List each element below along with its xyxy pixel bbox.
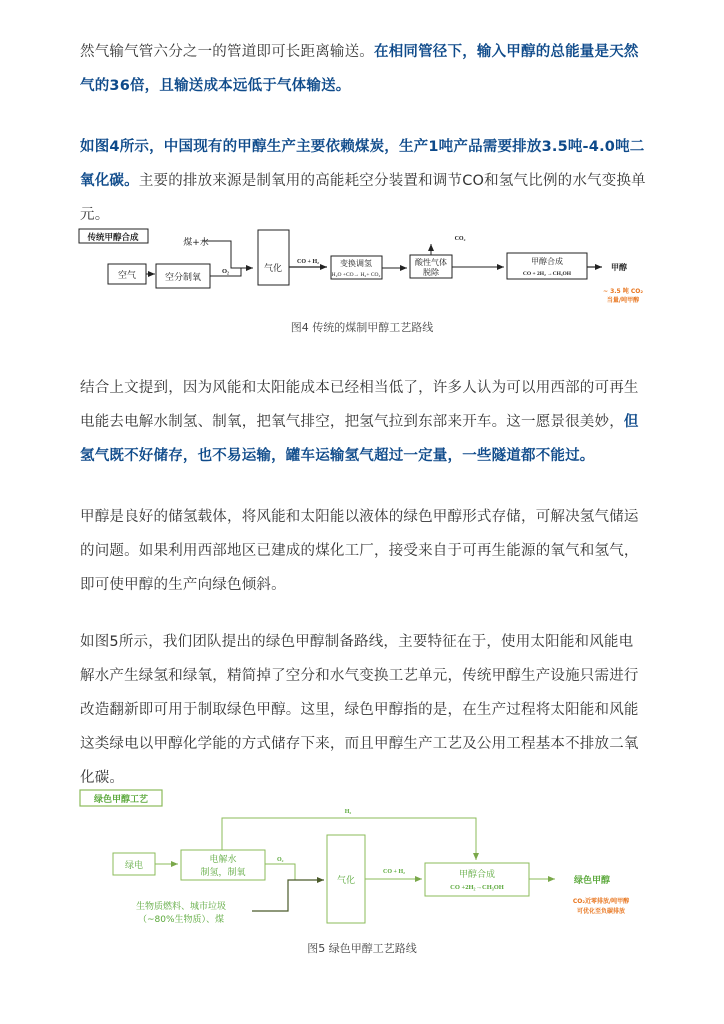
fig5-electrolysis-line1: 电解水 xyxy=(209,855,237,865)
paragraph-3-highlight: 但氢气既不好储存，也不易运输，罐车运输氢气超过一定量，一些隧道都不能过。 xyxy=(80,414,639,464)
figure-5-caption: 图5 绿色甲醇工艺路线 xyxy=(307,942,417,955)
fig5-title: 绿色甲醇工艺 xyxy=(93,795,149,805)
paragraph-1-highlight: 在相同管径下，输入甲醇的总能量是天然气的36倍，且输送成本远低于气体输送。 xyxy=(80,44,639,94)
fig4-asu-box: 空分制氧 xyxy=(164,273,202,283)
paragraph-2-highlight: 如图4所示，中国现有的甲醇生产主要依赖煤炭，生产1吨产品需要排放3.5吨-4.0吨二氧化碳。 xyxy=(80,139,645,189)
fig4-emission-line2: 当量/吨甲醇 xyxy=(606,297,640,304)
fig4-shift-equation: H₂O +CO→ H₂+ CO₂ xyxy=(331,272,381,278)
paragraph-3-text: 结合上文提到，因为风能和太阳能成本已经相当低了，许多人认为可以用西部的可再生电能去电解水制氢、制氧，把氧气排空，把氢气拉到东部来开车。这一愿景很美妙， xyxy=(80,380,639,430)
fig5-product-label: 绿色甲醇 xyxy=(573,876,611,886)
figure-4-caption: 图4 传统的煤制甲醇工艺路线 xyxy=(290,321,434,334)
fig4-product-label: 甲醇 xyxy=(611,263,627,272)
paragraph-4-text: 甲醇是良好的储氢载体，将风能和太阳能以液体的绿色甲醇形式存储，可解决氢气储运的问题。如果利用西部地区已建成的煤化工厂，接受来自于可再生能源的氧气和氢气，即可使甲醇的生产向绿色倾斜。 xyxy=(80,509,639,593)
fig5-green-power-box: 绿电 xyxy=(124,861,144,871)
fig5-syngas-label: CO + H₂ xyxy=(383,869,405,875)
fig4-title: 传统甲醇合成 xyxy=(87,233,139,243)
fig5-feed-line1: 生物质燃料、城市垃圾 xyxy=(135,902,227,912)
fig4-gasify-box: 气化 xyxy=(263,264,283,274)
fig4-synth-title: 甲醇合成 xyxy=(531,257,563,266)
fig5-feed-line2: （~80%生物质）、煤 xyxy=(137,915,225,925)
figure-5 xyxy=(80,790,629,925)
fig5-emission-line2: 可优化至负碳排放 xyxy=(576,908,626,915)
fig5-h2-label: H₂ xyxy=(344,809,352,815)
fig4-acid-line1: 酸性气体 xyxy=(415,258,447,267)
fig4-synth-equation: CO + 2H₂ →CH₃OH xyxy=(522,271,572,277)
fig5-synth-title: 甲醇合成 xyxy=(458,870,496,880)
fig4-air-box: 空气 xyxy=(117,271,137,281)
paragraph-2-text: 主要的排放来源是制氧用的高能耗空分装置和调节CO和氢气比例的水气变换单元。 xyxy=(80,173,646,223)
fig4-shift-title: 变换调氢 xyxy=(340,259,372,268)
fig5-emission-line1: CO₂近零排放/吨甲醇 xyxy=(572,898,630,905)
fig5-gasify-box: 气化 xyxy=(336,876,356,886)
paragraph-5-text: 如图5所示，我们团队提出的绿色甲醇制备路线，主要特征在于，使用太阳能和风能电解水产生绿氢和绿氧，精简掉了空分和水气变换工艺单元，传统甲醇生产设施只需进行改造翻新即可用于制取绿色甲醇。这里，绿色甲醇指的是，在生产过程将太阳能和风能这类绿电以甲醇化学能的方式储存下来，而且甲醇生产工艺及公用工程基本不排放二氧化碳。 xyxy=(80,634,639,786)
fig4-acid-line2: 脱除 xyxy=(423,268,439,277)
fig5-electrolysis-line2: 制氢，制氧 xyxy=(200,868,246,878)
paragraph-1-text: 然气输气管六分之一的管道即可长距离输送。 xyxy=(80,44,374,60)
fig4-o2-label: O₂ xyxy=(222,268,230,275)
fig4-syngas-label: CO + H₂ xyxy=(297,259,319,265)
fig5-synth-equation: CO +2H₂→CH₃OH xyxy=(450,884,504,891)
fig4-emission-line1: ~ 3.5 吨 CO₂ xyxy=(602,288,644,295)
fig5-o2-label: O₂ xyxy=(277,857,284,863)
fig4-coal-water-label: 煤+水 xyxy=(183,238,209,248)
fig4-co2-out-label: CO₂ xyxy=(454,236,466,242)
